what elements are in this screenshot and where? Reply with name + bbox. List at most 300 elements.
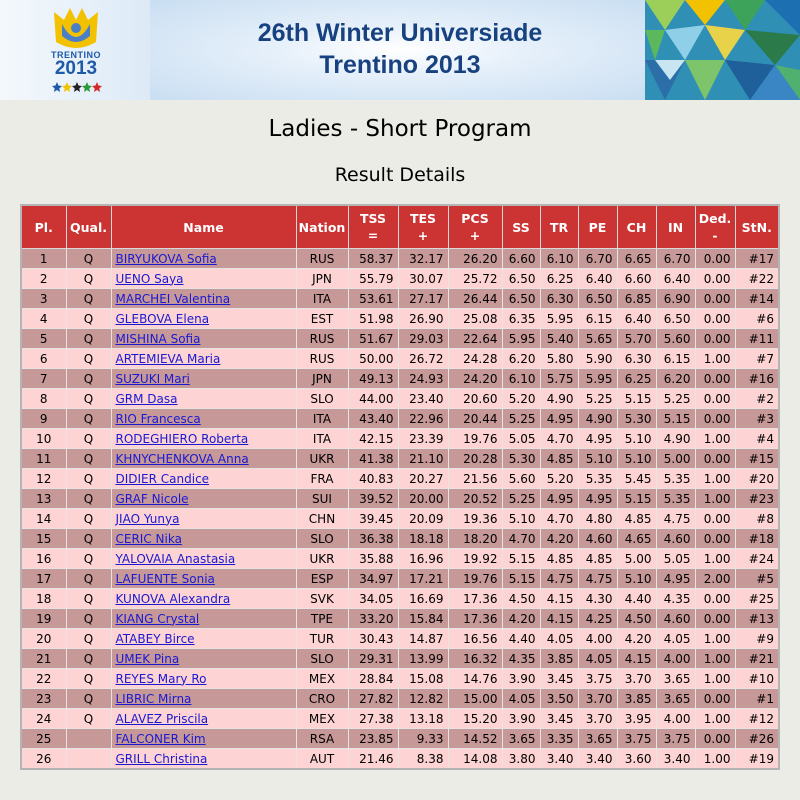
cell-tss: 50.00 xyxy=(348,349,398,369)
cell-nation: UKR xyxy=(296,449,348,469)
cell-stn: #1 xyxy=(735,689,779,709)
table-row xyxy=(21,649,779,669)
cell-tss: 33.20 xyxy=(348,609,398,629)
cell-pcs: 20.28 xyxy=(448,449,502,469)
cell-ded: 0.00 xyxy=(695,269,735,289)
cell-place: 10 xyxy=(21,429,66,449)
cell-pcs: 26.20 xyxy=(448,249,502,269)
table-row xyxy=(21,249,779,269)
skater-name-link[interactable]: ALAVEZ Priscila xyxy=(115,711,209,726)
cell-tss: 41.38 xyxy=(348,449,398,469)
cell-ded: 0.00 xyxy=(695,409,735,429)
universiade-logo[interactable] xyxy=(44,6,108,94)
skater-name-link[interactable]: BIRYUKOVA Sofia xyxy=(115,251,217,266)
cell-qual: Q xyxy=(66,369,111,389)
cell-in: 5.25 xyxy=(656,389,695,409)
cell-ch: 3.60 xyxy=(617,749,656,770)
logo-text-trentino: TRENTINO xyxy=(51,50,101,60)
cell-place: 26 xyxy=(21,749,66,770)
col-header-tr: TR xyxy=(540,205,578,249)
cell-qual: Q xyxy=(66,289,111,309)
cell-tss: 49.13 xyxy=(348,369,398,389)
cell-name xyxy=(111,329,296,349)
cell-pcs: 17.36 xyxy=(448,609,502,629)
cell-tes: 30.07 xyxy=(398,269,448,289)
cell-ch: 6.40 xyxy=(617,309,656,329)
cell-tes: 16.96 xyxy=(398,549,448,569)
cell-qual: Q xyxy=(66,649,111,669)
skater-name-link[interactable]: SUZUKI Mari xyxy=(115,371,190,386)
cell-ch: 4.40 xyxy=(617,589,656,609)
table-row xyxy=(21,349,779,369)
cell-tss: 21.46 xyxy=(348,749,398,770)
cell-tes: 23.40 xyxy=(398,389,448,409)
cell-tr: 3.45 xyxy=(540,669,578,689)
col-header-in: IN xyxy=(656,205,695,249)
logo-emblem-icon xyxy=(50,6,102,52)
cell-place: 4 xyxy=(21,309,66,329)
cell-tr: 5.40 xyxy=(540,329,578,349)
cell-place: 6 xyxy=(21,349,66,369)
cell-ss: 4.50 xyxy=(502,589,540,609)
col-header-pl: Pl. xyxy=(21,205,66,249)
cell-tss: 44.00 xyxy=(348,389,398,409)
cell-ch: 5.10 xyxy=(617,569,656,589)
cell-pcs: 14.52 xyxy=(448,729,502,749)
col-header-tss-symbol: = xyxy=(367,228,379,243)
cell-pcs: 25.72 xyxy=(448,269,502,289)
cell-tr: 3.40 xyxy=(540,749,578,770)
cell-place: 20 xyxy=(21,629,66,649)
cell-tes: 29.03 xyxy=(398,329,448,349)
cell-nation: RSA xyxy=(296,729,348,749)
cell-qual: Q xyxy=(66,669,111,689)
cell-ch: 4.65 xyxy=(617,529,656,549)
skater-name-link[interactable]: RIO Francesca xyxy=(115,411,201,426)
cell-in: 4.35 xyxy=(656,589,695,609)
table-row xyxy=(21,369,779,389)
cell-stn: #12 xyxy=(735,709,779,729)
cell-tr: 4.75 xyxy=(540,569,578,589)
cell-ded: 1.00 xyxy=(695,349,735,369)
skater-name-link[interactable]: ARTEMIEVA Maria xyxy=(115,351,221,366)
cell-qual: Q xyxy=(66,349,111,369)
cell-tes: 32.17 xyxy=(398,249,448,269)
cell-name xyxy=(111,389,296,409)
cell-ded: 1.00 xyxy=(695,649,735,669)
cell-ded: 1.00 xyxy=(695,489,735,509)
cell-stn: #8 xyxy=(735,509,779,529)
cell-qual xyxy=(66,749,111,770)
cell-stn: #21 xyxy=(735,649,779,669)
cell-pe: 6.70 xyxy=(578,249,617,269)
cell-qual: Q xyxy=(66,389,111,409)
cell-ch: 6.25 xyxy=(617,369,656,389)
cell-name xyxy=(111,529,296,549)
cell-nation: TUR xyxy=(296,629,348,649)
cell-tes: 12.82 xyxy=(398,689,448,709)
cell-pe: 4.90 xyxy=(578,409,617,429)
cell-stn: #25 xyxy=(735,589,779,609)
cell-pe: 4.80 xyxy=(578,509,617,529)
cell-ded: 1.00 xyxy=(695,669,735,689)
cell-tr: 4.85 xyxy=(540,449,578,469)
cell-ss: 5.05 xyxy=(502,429,540,449)
cell-nation: ITA xyxy=(296,429,348,449)
cell-tss: 58.37 xyxy=(348,249,398,269)
cell-tss: 53.61 xyxy=(348,289,398,309)
cell-ded: 1.00 xyxy=(695,749,735,770)
col-header-pcs xyxy=(448,205,502,249)
cell-name xyxy=(111,689,296,709)
cell-ded: 0.00 xyxy=(695,449,735,469)
cell-in: 3.65 xyxy=(656,689,695,709)
cell-name xyxy=(111,549,296,569)
skater-name-link[interactable]: DIDIER Candice xyxy=(115,471,210,486)
cell-ded: 0.00 xyxy=(695,509,735,529)
cell-tes: 26.90 xyxy=(398,309,448,329)
cell-pcs: 19.76 xyxy=(448,429,502,449)
cell-in: 4.00 xyxy=(656,709,695,729)
cell-tr: 3.85 xyxy=(540,649,578,669)
cell-qual: Q xyxy=(66,489,111,509)
cell-in: 4.95 xyxy=(656,569,695,589)
cell-place: 18 xyxy=(21,589,66,609)
cell-qual: Q xyxy=(66,549,111,569)
cell-in: 6.90 xyxy=(656,289,695,309)
skater-name-link[interactable]: GLEBOVA Elena xyxy=(115,311,210,326)
cell-in: 6.20 xyxy=(656,369,695,389)
cell-nation: SLO xyxy=(296,649,348,669)
cell-pcs: 17.36 xyxy=(448,589,502,609)
cell-tss: 51.98 xyxy=(348,309,398,329)
cell-ss: 5.25 xyxy=(502,409,540,429)
cell-nation: RUS xyxy=(296,329,348,349)
cell-stn: #17 xyxy=(735,249,779,269)
cell-ded: 0.00 xyxy=(695,289,735,309)
cell-stn: #6 xyxy=(735,309,779,329)
cell-tes: 14.87 xyxy=(398,629,448,649)
cell-pe: 5.10 xyxy=(578,449,617,469)
cell-nation: SVK xyxy=(296,589,348,609)
cell-ss: 5.60 xyxy=(502,469,540,489)
cell-place: 24 xyxy=(21,709,66,729)
cell-stn: #10 xyxy=(735,669,779,689)
cell-pe: 3.70 xyxy=(578,689,617,709)
skater-name-link[interactable]: JIAO Yunya xyxy=(115,511,180,526)
skater-name-link[interactable]: GRAF Nicole xyxy=(115,491,189,506)
cell-ded: 0.00 xyxy=(695,249,735,269)
cell-ch: 5.15 xyxy=(617,489,656,509)
cell-ss: 6.10 xyxy=(502,369,540,389)
col-header-pe: PE xyxy=(578,205,617,249)
cell-tr: 4.05 xyxy=(540,629,578,649)
cell-qual: Q xyxy=(66,309,111,329)
cell-stn: #3 xyxy=(735,409,779,429)
cell-pe: 6.15 xyxy=(578,309,617,329)
cell-ss: 4.70 xyxy=(502,529,540,549)
cell-ded: 0.00 xyxy=(695,329,735,349)
cell-qual: Q xyxy=(66,429,111,449)
cell-pcs: 19.92 xyxy=(448,549,502,569)
skater-name-link[interactable]: YALOVAIA Anastasia xyxy=(115,551,236,566)
cell-ss: 4.40 xyxy=(502,629,540,649)
cell-in: 5.35 xyxy=(656,489,695,509)
skater-name-link[interactable]: REYES Mary Ro xyxy=(115,671,207,686)
skater-name-link[interactable]: MISHINA Sofia xyxy=(115,331,201,346)
cell-nation: AUT xyxy=(296,749,348,770)
cell-tes: 20.00 xyxy=(398,489,448,509)
cell-name xyxy=(111,369,296,389)
cell-nation: TPE xyxy=(296,609,348,629)
cell-nation: SLO xyxy=(296,529,348,549)
skater-name-link[interactable]: LIBRIC Mirna xyxy=(115,691,192,706)
cell-in: 5.15 xyxy=(656,409,695,429)
cell-place: 14 xyxy=(21,509,66,529)
cell-ss: 3.65 xyxy=(502,729,540,749)
cell-in: 3.75 xyxy=(656,729,695,749)
cell-in: 6.50 xyxy=(656,309,695,329)
cell-qual: Q xyxy=(66,569,111,589)
cell-pe: 5.35 xyxy=(578,469,617,489)
table-row xyxy=(21,469,779,489)
cell-stn: #2 xyxy=(735,389,779,409)
cell-tes: 24.93 xyxy=(398,369,448,389)
cell-nation: ESP xyxy=(296,569,348,589)
results-table xyxy=(20,204,780,770)
cell-place: 23 xyxy=(21,689,66,709)
cell-tr: 4.95 xyxy=(540,409,578,429)
cell-name xyxy=(111,609,296,629)
col-header-tss-label: TSS xyxy=(360,211,386,226)
table-header-row xyxy=(21,205,779,249)
cell-ded: 1.00 xyxy=(695,709,735,729)
cell-ss: 5.10 xyxy=(502,509,540,529)
table-row xyxy=(21,709,779,729)
cell-ch: 4.15 xyxy=(617,649,656,669)
cell-tes: 8.38 xyxy=(398,749,448,770)
cell-name xyxy=(111,489,296,509)
cell-tss: 27.82 xyxy=(348,689,398,709)
table-row xyxy=(21,289,779,309)
cell-pcs: 21.56 xyxy=(448,469,502,489)
skater-name-link[interactable]: UMEK Pina xyxy=(115,651,180,666)
cell-in: 5.60 xyxy=(656,329,695,349)
cell-pcs: 22.64 xyxy=(448,329,502,349)
skater-name-link[interactable]: MARCHEI Valentina xyxy=(115,291,231,306)
col-header-ch: CH xyxy=(617,205,656,249)
cell-tss: 39.45 xyxy=(348,509,398,529)
cell-tes: 9.33 xyxy=(398,729,448,749)
cell-nation: RUS xyxy=(296,349,348,369)
cell-pe: 3.65 xyxy=(578,729,617,749)
skater-name-link[interactable]: FALCONER Kim xyxy=(115,731,206,746)
cell-ss: 3.90 xyxy=(502,709,540,729)
cell-tr: 5.80 xyxy=(540,349,578,369)
cell-ch: 5.70 xyxy=(617,329,656,349)
skater-name-link[interactable]: ATABEY Birce xyxy=(115,631,195,646)
cell-tss: 35.88 xyxy=(348,549,398,569)
table-row xyxy=(21,329,779,349)
table-row xyxy=(21,429,779,449)
skater-name-link[interactable]: CERIC Nika xyxy=(115,531,182,546)
cell-stn: #7 xyxy=(735,349,779,369)
cell-nation: JPN xyxy=(296,269,348,289)
cell-ss: 5.95 xyxy=(502,329,540,349)
cell-nation: CHN xyxy=(296,509,348,529)
cell-tr: 4.85 xyxy=(540,549,578,569)
cell-name xyxy=(111,669,296,689)
cell-stn: #5 xyxy=(735,569,779,589)
col-header-ded-symbol: - xyxy=(712,228,718,243)
cell-qual: Q xyxy=(66,589,111,609)
col-header-tes xyxy=(398,205,448,249)
cell-ded: 1.00 xyxy=(695,549,735,569)
cell-pcs: 14.08 xyxy=(448,749,502,770)
cell-qual: Q xyxy=(66,449,111,469)
cell-ded: 1.00 xyxy=(695,429,735,449)
cell-ch: 4.20 xyxy=(617,629,656,649)
cell-tr: 5.20 xyxy=(540,469,578,489)
cell-ss: 4.35 xyxy=(502,649,540,669)
cell-ss: 3.90 xyxy=(502,669,540,689)
col-header-ss: SS xyxy=(502,205,540,249)
cell-place: 9 xyxy=(21,409,66,429)
cell-place: 12 xyxy=(21,469,66,489)
cell-name xyxy=(111,249,296,269)
cell-ded: 0.00 xyxy=(695,369,735,389)
cell-name xyxy=(111,709,296,729)
table-row xyxy=(21,689,779,709)
skater-name-link[interactable]: KUNOVA Alexandra xyxy=(115,591,231,606)
cell-ss: 5.15 xyxy=(502,569,540,589)
cell-tr: 6.30 xyxy=(540,289,578,309)
cell-tr: 4.95 xyxy=(540,489,578,509)
cell-name xyxy=(111,569,296,589)
cell-name xyxy=(111,349,296,369)
cell-place: 17 xyxy=(21,569,66,589)
cell-place: 8 xyxy=(21,389,66,409)
cell-name xyxy=(111,589,296,609)
cell-nation: SUI xyxy=(296,489,348,509)
cell-ded: 0.00 xyxy=(695,529,735,549)
cell-tss: 36.38 xyxy=(348,529,398,549)
cell-nation: SLO xyxy=(296,389,348,409)
cell-in: 5.00 xyxy=(656,449,695,469)
cell-in: 6.40 xyxy=(656,269,695,289)
cell-stn: #20 xyxy=(735,469,779,489)
cell-nation: EST xyxy=(296,309,348,329)
skater-name-link[interactable]: UENO Saya xyxy=(115,271,184,286)
cell-ded: 1.00 xyxy=(695,469,735,489)
cell-pcs: 19.76 xyxy=(448,569,502,589)
cell-tss: 27.38 xyxy=(348,709,398,729)
skater-name-link[interactable]: KIANG Crystal xyxy=(115,611,200,626)
cell-place: 15 xyxy=(21,529,66,549)
cell-tr: 4.15 xyxy=(540,609,578,629)
cell-tss: 29.31 xyxy=(348,649,398,669)
cell-stn: #23 xyxy=(735,489,779,509)
cell-qual: Q xyxy=(66,409,111,429)
cell-ch: 6.65 xyxy=(617,249,656,269)
cell-pe: 3.70 xyxy=(578,709,617,729)
cell-stn: #18 xyxy=(735,529,779,549)
cell-ded: 0.00 xyxy=(695,729,735,749)
skater-name-link[interactable]: GRILL Christina xyxy=(115,751,208,766)
cell-tr: 4.90 xyxy=(540,389,578,409)
cell-pe: 4.75 xyxy=(578,569,617,589)
cell-pcs: 16.56 xyxy=(448,629,502,649)
cell-tss: 55.79 xyxy=(348,269,398,289)
cell-ded: 0.00 xyxy=(695,389,735,409)
table-row xyxy=(21,409,779,429)
cell-ss: 4.05 xyxy=(502,689,540,709)
skater-name-link[interactable]: LAFUENTE Sonia xyxy=(115,571,215,586)
cell-tss: 51.67 xyxy=(348,329,398,349)
cell-in: 6.70 xyxy=(656,249,695,269)
cell-ded: 2.00 xyxy=(695,569,735,589)
cell-ch: 6.85 xyxy=(617,289,656,309)
cell-in: 5.35 xyxy=(656,469,695,489)
cell-ss: 6.60 xyxy=(502,249,540,269)
cell-nation: RUS xyxy=(296,249,348,269)
logo-stars-icon xyxy=(52,82,102,92)
cell-name xyxy=(111,509,296,529)
cell-nation: MEX xyxy=(296,709,348,729)
cell-name xyxy=(111,289,296,309)
cell-pcs: 14.76 xyxy=(448,669,502,689)
cell-nation: MEX xyxy=(296,669,348,689)
cell-ded: 1.00 xyxy=(695,629,735,649)
skater-name-link[interactable]: RODEGHIERO Roberta xyxy=(115,431,249,446)
cell-place: 11 xyxy=(21,449,66,469)
cell-in: 4.75 xyxy=(656,509,695,529)
cell-ch: 3.85 xyxy=(617,689,656,709)
cell-pcs: 24.20 xyxy=(448,369,502,389)
cell-nation: JPN xyxy=(296,369,348,389)
cell-name xyxy=(111,629,296,649)
cell-qual: Q xyxy=(66,709,111,729)
skater-name-link[interactable]: GRM Dasa xyxy=(115,391,178,406)
cell-name xyxy=(111,729,296,749)
cell-ss: 6.35 xyxy=(502,309,540,329)
cell-place: 7 xyxy=(21,369,66,389)
cell-ch: 3.95 xyxy=(617,709,656,729)
cell-stn: #11 xyxy=(735,329,779,349)
cell-ss: 4.20 xyxy=(502,609,540,629)
cell-ss: 6.50 xyxy=(502,289,540,309)
cell-tes: 15.08 xyxy=(398,669,448,689)
cell-qual: Q xyxy=(66,689,111,709)
cell-tr: 5.95 xyxy=(540,309,578,329)
cell-nation: CRO xyxy=(296,689,348,709)
cell-ch: 5.10 xyxy=(617,429,656,449)
cell-ss: 3.80 xyxy=(502,749,540,770)
cell-tr: 6.25 xyxy=(540,269,578,289)
table-row xyxy=(21,609,779,629)
cell-ded: 0.00 xyxy=(695,589,735,609)
cell-stn: #14 xyxy=(735,289,779,309)
cell-qual: Q xyxy=(66,469,111,489)
col-header-tes-symbol: + xyxy=(417,228,429,243)
cell-tes: 13.18 xyxy=(398,709,448,729)
skater-name-link[interactable]: KHNYCHENKOVA Anna xyxy=(115,451,249,466)
cell-pe: 3.40 xyxy=(578,749,617,770)
cell-tr: 3.45 xyxy=(540,709,578,729)
cell-tes: 16.69 xyxy=(398,589,448,609)
cell-place: 16 xyxy=(21,549,66,569)
cell-tes: 17.21 xyxy=(398,569,448,589)
